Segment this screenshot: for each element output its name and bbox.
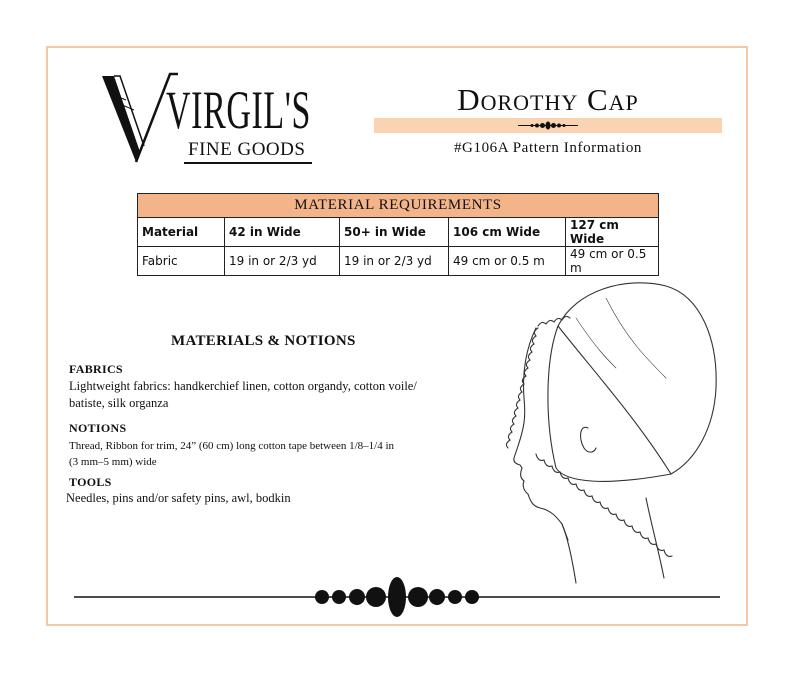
- table-title: MATERIAL REQUIREMENTS: [138, 194, 659, 218]
- column-header: 50+ in Wide: [340, 218, 449, 247]
- notions-line-2: (3 mm–5 mm) wide: [69, 456, 157, 468]
- brand-name: VIRGIL'S: [166, 80, 311, 140]
- brand-tagline: FINE GOODS: [188, 139, 306, 160]
- column-header: 106 cm Wide: [449, 218, 566, 247]
- column-header: 127 cm Wide: [566, 218, 659, 247]
- table-row: [138, 247, 659, 276]
- materials-notions-title: MATERIALS & NOTIONS: [171, 333, 356, 349]
- page-title: Dorothy Cap: [457, 82, 639, 117]
- table-cell: 49 cm or 0.5 m: [566, 247, 659, 276]
- title-ornament: [518, 118, 578, 133]
- tools-heading: TOOLS: [69, 475, 112, 489]
- column-header: Material: [138, 218, 225, 247]
- notions-line-1: Thread, Ribbon for trim, 24” (60 cm) long cotton tape between 1/8–1/4 in: [69, 440, 395, 452]
- material-requirements-table: [137, 193, 659, 276]
- table-cell: 49 cm or 0.5 m: [449, 247, 566, 276]
- brand-underline: [184, 162, 312, 164]
- fabrics-heading: FABRICS: [69, 362, 123, 376]
- table-cell: 19 in or 2/3 yd: [225, 247, 340, 276]
- fabrics-line-1: Lightweight fabrics: handkerchief linen, cotton organdy, cotton voile/: [69, 379, 417, 393]
- table-cell: 19 in or 2/3 yd: [340, 247, 449, 276]
- notions-heading: NOTIONS: [69, 421, 127, 435]
- column-header: 42 in Wide: [225, 218, 340, 247]
- tools-line-1: Needles, pins and/or safety pins, awl, bodkin: [66, 491, 291, 505]
- dorothy-cap-illustration: [496, 278, 726, 588]
- bottom-ornament: [74, 570, 720, 620]
- fabrics-line-2: batiste, silk organza: [69, 396, 169, 410]
- pattern-info: #G106A Pattern Information: [453, 140, 643, 156]
- table-cell: Fabric: [138, 247, 225, 276]
